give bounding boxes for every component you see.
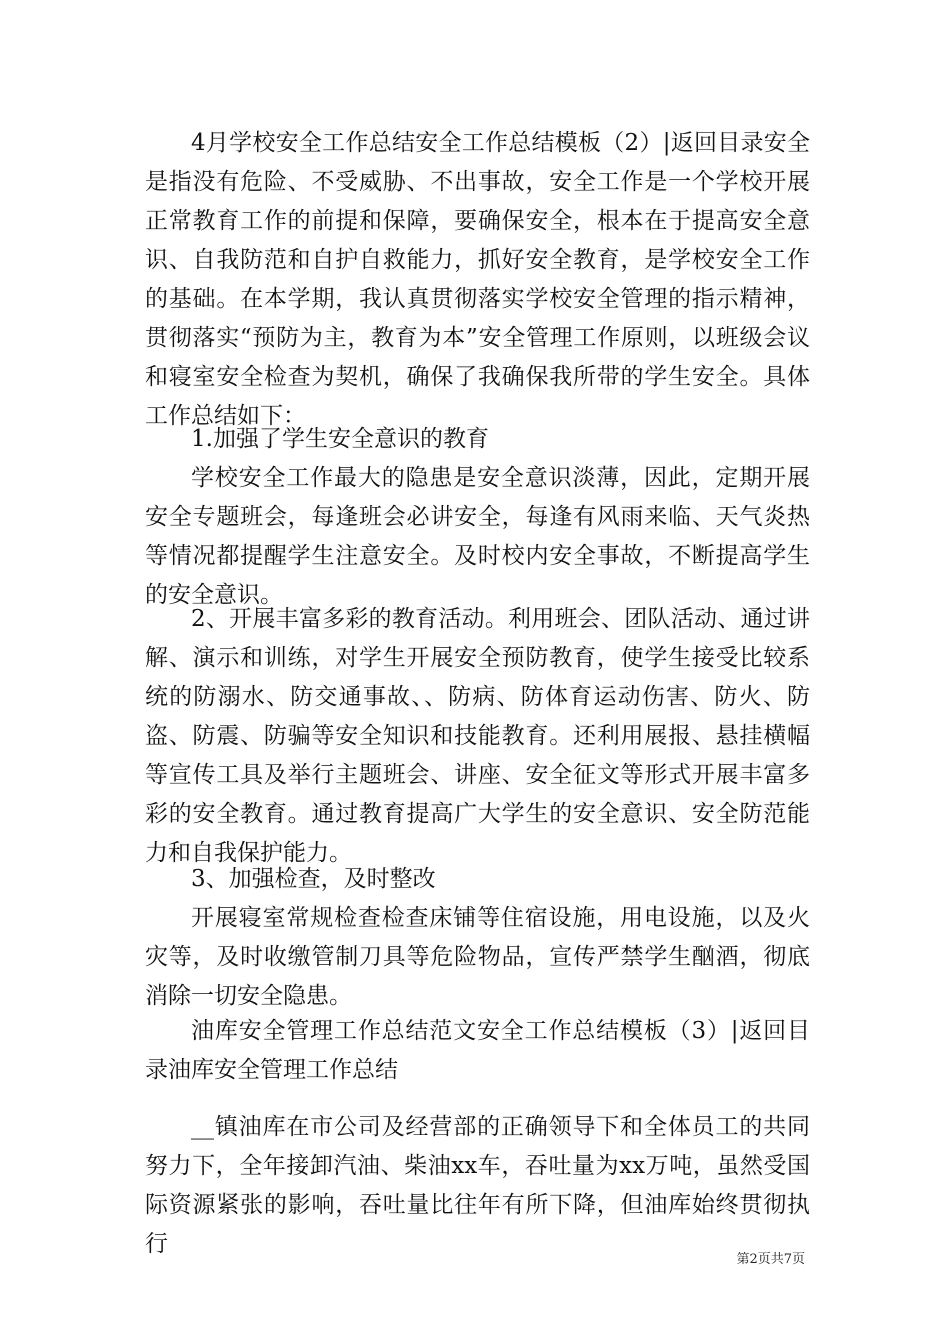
- paragraph-item-2: 2、开展丰富多彩的教育活动。利用班会、团队活动、通过讲解、演示和训练，对学生开展安全预防教育，使学生接受比较系统的防溺水、防交通事故、、防病、防体育运动伤害、防火、防盗、防震、防骗等安全知识和技能教育。还利用展报、悬挂横幅等宣传工具及举行主题班会、讲座、安全征文等形式开展丰富多彩的安全教育。通过教育提高广大学生的安全意识、安全防范能力和自我保护能力。: [145, 606, 810, 866]
- page-number-footer: 第2页共7页: [736, 1252, 805, 1267]
- paragraph-intro: 4月学校安全工作总结安全工作总结模板（2）|返回目录安全是指没有危险、不受威胁、不出事故，安全工作是一个学校开展正常教育工作的前提和保障，要确保安全，根本在于提高安全意识、自我防范和自护自救能力，抓好安全教育，是学校安全工作的基础。在本学期，我认真贯彻落实学校安全管理的指示精神，贯彻落实“预防为主，教育为本”安全管理工作原则，以班级会议和寝室安全检查为契机，确保了我确保我所带的学生安全。具体工作总结如下：: [145, 130, 810, 429]
- paragraph-oil-depot: __镇油库在市公司及经营部的正确领导下和全体员工的共同努力下，全年接卸汽油、柴油xx车，吞吐量为xx万吨，虽然受国际资源紧张的影响，吞吐量比往年有所下降，但油库始终贯彻执行: [145, 1114, 810, 1257]
- heading-item-1: 1.加强了学生安全意识的教育: [191, 426, 489, 452]
- heading-item-3: 3、加强检查，及时整改: [191, 866, 436, 892]
- section-title-template-3: 油库安全管理工作总结范文安全工作总结模板（3）|返回目录油库安全管理工作总结: [145, 1018, 810, 1083]
- paragraph-item-3: 开展寝室常规检查检查床铺等住宿设施，用电设施，以及火灾等，及时收缴管制刀具等危险物品，宣传严禁学生酗酒，彻底消除一切安全隐患。: [145, 905, 810, 1009]
- paragraph-item-1: 学校安全工作最大的隐患是安全意识淡薄，因此，定期开展安全专题班会，每逢班会必讲安全，每逢有风雨来临、天气炎热等情况都提醒学生注意安全。及时校内安全事故，不断提高学生的安全意识。: [145, 465, 810, 608]
